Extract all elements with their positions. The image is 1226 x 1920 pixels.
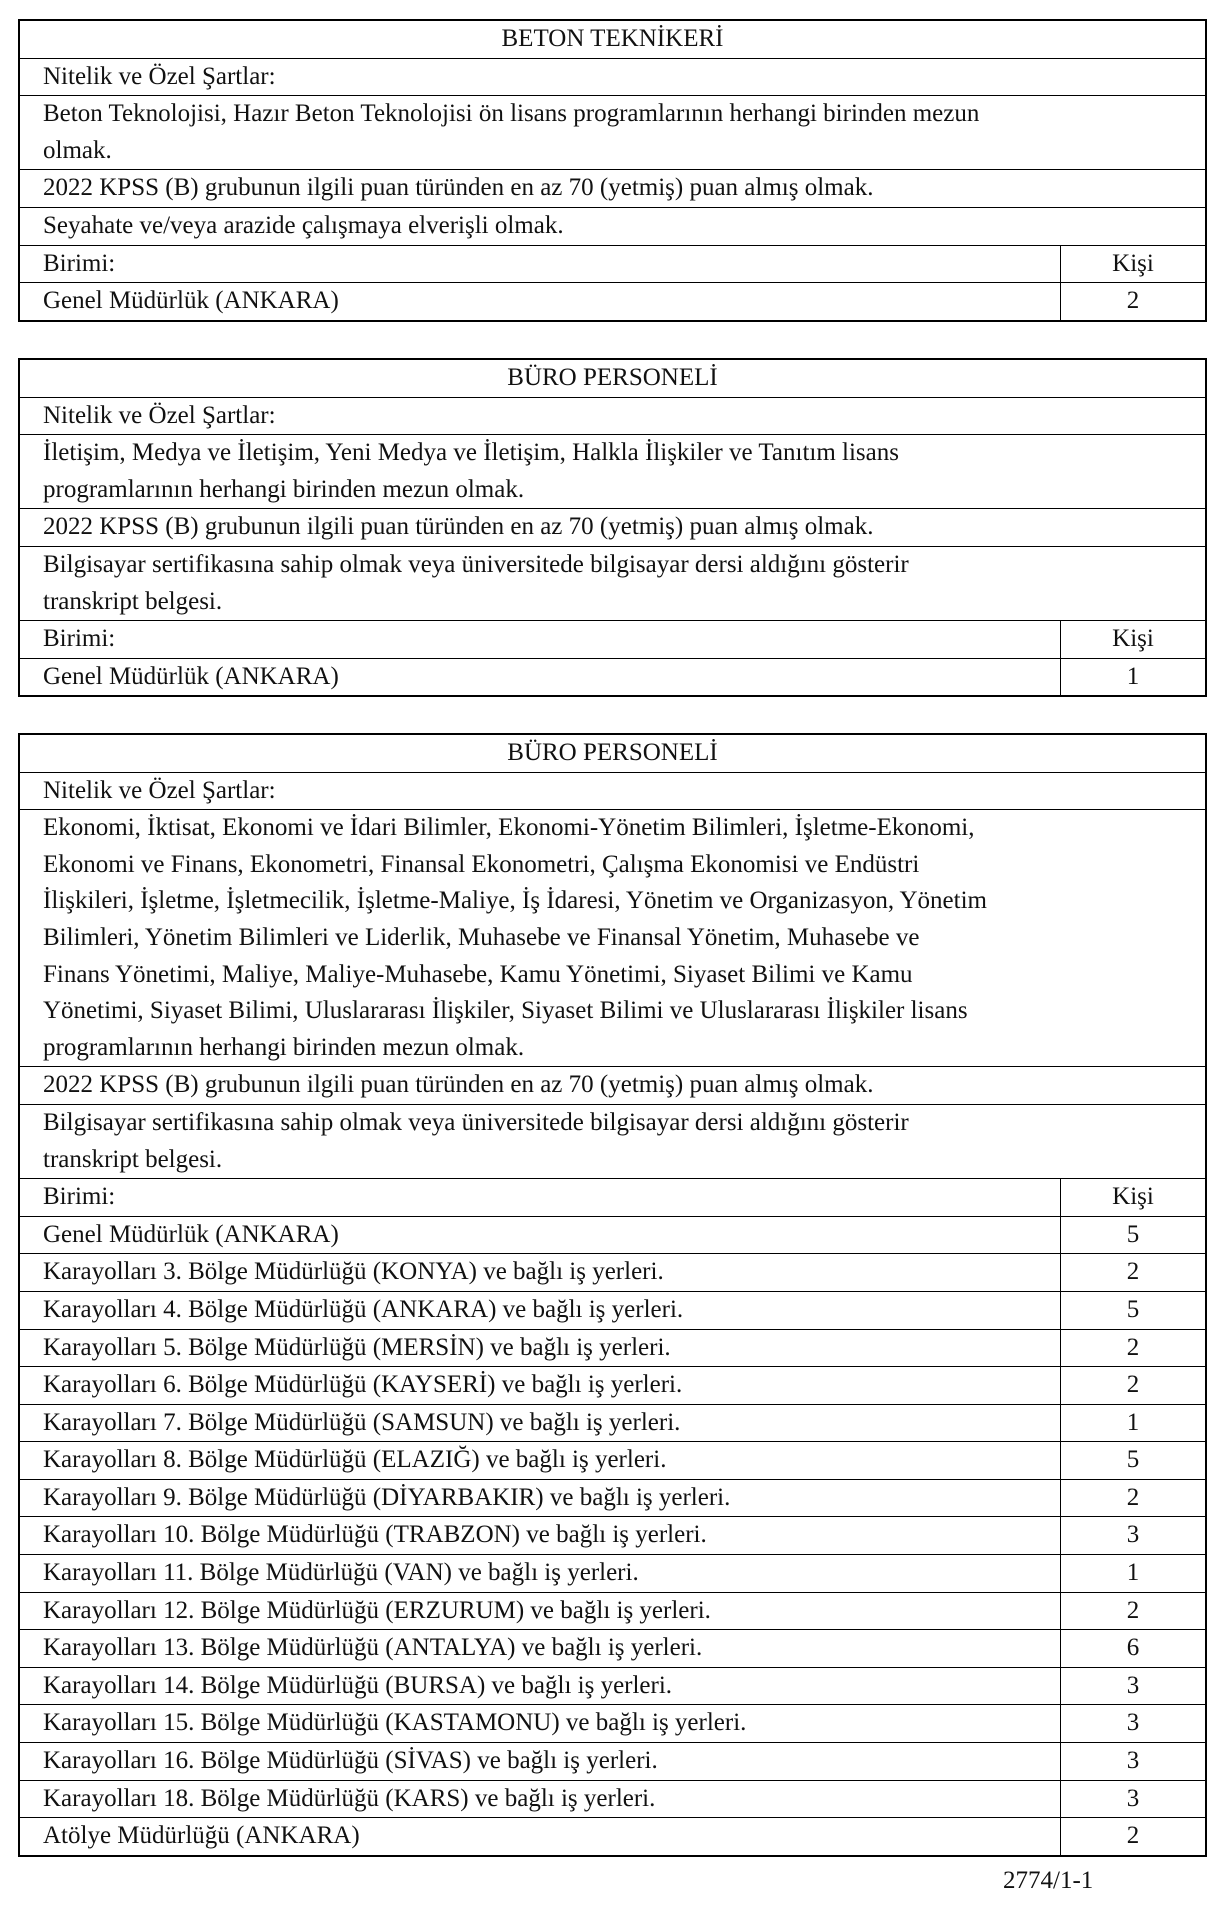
unit-row: [20, 1704, 1205, 1742]
unit-count: 5: [1126, 1220, 1140, 1248]
requirement-row: [20, 95, 1205, 169]
unit-row: [20, 1404, 1205, 1442]
unit-name: Genel Müdürlük (ANKARA): [20, 283, 1061, 320]
unit-row: [20, 1629, 1205, 1667]
count-column-header: Kişi: [1112, 1183, 1154, 1211]
qualifications-label: Nitelik ve Özel Şartlar:: [43, 62, 276, 90]
requirement-line: programlarının herhangi birinden mezun olmak.: [43, 475, 525, 503]
requirement-row: [20, 169, 1205, 207]
unit-count: 3: [1126, 1671, 1140, 1699]
unit-name: Karayolları 3. Bölge Müdürlüğü (KONYA) ve bağlı iş yerleri.: [20, 1254, 1061, 1291]
unit-name: Karayolları 15. Bölge Müdürlüğü (KASTAMONU) ve bağlı iş yerleri.: [20, 1705, 1061, 1742]
position-table: [18, 19, 1207, 322]
requirement-text: [20, 170, 1205, 207]
requirement-text: [20, 435, 1205, 508]
unit-count: 2: [1126, 1371, 1140, 1399]
unit-name: Karayolları 4. Bölge Müdürlüğü (ANKARA) ve bağlı iş yerleri.: [20, 1292, 1061, 1329]
requirement-line: Finans Yönetimi, Maliye, Maliye-Muhasebe, Kamu Yönetimi, Siyaset Bilimi ve Kamu: [43, 960, 913, 988]
unit-name: Karayolları 7. Bölge Müdürlüğü (SAMSUN) ve bağlı iş yerleri.: [20, 1405, 1061, 1442]
requirement-text: [20, 208, 1205, 245]
unit-row: [20, 1667, 1205, 1705]
unit-name: Karayolları 6. Bölge Müdürlüğü (KAYSERİ) ve bağlı iş yerleri.: [20, 1367, 1061, 1404]
requirement-line: Ekonomi, İktisat, Ekonomi ve İdari Bilimler, Ekonomi-Yönetim Bilimleri, İşletme-Ekonomi,: [43, 814, 975, 842]
unit-row: [20, 1516, 1205, 1554]
unit-count: 3: [1126, 1784, 1140, 1812]
qualifications-label: Nitelik ve Özel Şartlar:: [43, 776, 276, 804]
requirement-line: Bilimleri, Yönetim Bilimleri ve Liderlik, Muhasebe ve Finansal Yönetim, Muhasebe ve: [43, 923, 920, 951]
unit-row: [20, 1291, 1205, 1329]
unit-name: Karayolları 5. Bölge Müdürlüğü (MERSİN) ve bağlı iş yerleri.: [20, 1330, 1061, 1367]
unit-row: [20, 1554, 1205, 1592]
unit-name: Atölye Müdürlüğü (ANKARA): [20, 1818, 1061, 1855]
requirement-line: İletişim, Medya ve İletişim, Yeni Medya ve İletişim, Halkla İlişkiler ve Tanıtım lisans: [43, 439, 899, 467]
requirement-row: [20, 207, 1205, 245]
requirement-text: [20, 509, 1205, 546]
unit-row: [20, 1592, 1205, 1630]
unit-name: Karayolları 16. Bölge Müdürlüğü (SİVAS) ve bağlı iş yerleri.: [20, 1743, 1061, 1780]
unit-count: 1: [1126, 1559, 1140, 1587]
position-title: BÜRO PERSONELİ: [507, 739, 718, 766]
unit-count: 5: [1126, 1295, 1140, 1323]
unit-count: 2: [1126, 1822, 1140, 1850]
position-title-row: [20, 360, 1205, 397]
requirement-row: [20, 1066, 1205, 1104]
unit-row: [20, 1253, 1205, 1291]
unit-name: Karayolları 14. Bölge Müdürlüğü (BURSA) ve bağlı iş yerleri.: [20, 1668, 1061, 1705]
unit-count: 2: [1126, 1596, 1140, 1624]
document-code: 2774/1-1: [1003, 1867, 1094, 1894]
requirement-line: Bilgisayar sertifikasına sahip olmak veya üniversitede bilgisayar dersi aldığını gösterir: [43, 1108, 909, 1136]
unit-row: [20, 1329, 1205, 1367]
unit-name: Karayolları 11. Bölge Müdürlüğü (VAN) ve bağlı iş yerleri.: [20, 1555, 1061, 1592]
unit-column-header: Birimi:: [20, 621, 1061, 658]
count-column-header: Kişi: [1112, 249, 1154, 277]
unit-name: Karayolları 12. Bölge Müdürlüğü (ERZURUM) ve bağlı iş yerleri.: [20, 1593, 1061, 1630]
unit-row: [20, 658, 1205, 696]
requirement-line: 2022 KPSS (B) grubunun ilgili puan türünden en az 70 (yetmiş) puan almış olmak.: [43, 513, 874, 541]
requirement-row: [20, 1104, 1205, 1178]
unit-count: 5: [1126, 1446, 1140, 1474]
requirement-line: programlarının herhangi birinden mezun olmak.: [43, 1033, 525, 1061]
unit-row: [20, 1216, 1205, 1254]
position-title-row: [20, 735, 1205, 772]
position-table: [18, 733, 1207, 1857]
count-column-header: Kişi: [1112, 625, 1154, 653]
qualifications-label-row: [20, 397, 1205, 435]
unit-name: Karayolları 18. Bölge Müdürlüğü (KARS) ve bağlı iş yerleri.: [20, 1781, 1061, 1818]
requirement-line: Ekonomi ve Finans, Ekonometri, Finansal Ekonometri, Çalışma Ekonomisi ve Endüstri: [43, 850, 920, 878]
unit-name: Karayolları 9. Bölge Müdürlüğü (DİYARBAKIR) ve bağlı iş yerleri.: [20, 1480, 1061, 1517]
unit-name: Karayolları 8. Bölge Müdürlüğü (ELAZIĞ) ve bağlı iş yerleri.: [20, 1442, 1061, 1479]
unit-header-row: [20, 245, 1205, 283]
unit-count: 3: [1126, 1521, 1140, 1549]
unit-name: Karayolları 10. Bölge Müdürlüğü (TRABZON) ve bağlı iş yerleri.: [20, 1517, 1061, 1554]
requirement-line: Seyahate ve/veya arazide çalışmaya elverişli olmak.: [43, 211, 564, 239]
requirement-row: [20, 809, 1205, 1066]
unit-row: [20, 282, 1205, 320]
requirement-text: [20, 1067, 1205, 1104]
unit-row: [20, 1817, 1205, 1855]
unit-name: Genel Müdürlük (ANKARA): [20, 659, 1061, 696]
unit-column-header: Birimi:: [20, 1179, 1061, 1216]
qualifications-label: Nitelik ve Özel Şartlar:: [43, 401, 276, 429]
position-title: BETON TEKNİKERİ: [501, 25, 724, 52]
unit-count: 2: [1126, 1483, 1140, 1511]
requirement-line: Bilgisayar sertifikasına sahip olmak veya üniversitede bilgisayar dersi aldığını gösterir: [43, 550, 909, 578]
unit-header-row: [20, 1178, 1205, 1216]
requirement-line: İlişkileri, İşletme, İşletmecilik, İşletme-Maliye, İş İdaresi, Yönetim ve Organizasyon, Yönetim: [43, 887, 987, 915]
unit-count: 2: [1126, 1258, 1140, 1286]
position-title-row: [20, 21, 1205, 58]
unit-header-row: [20, 620, 1205, 658]
requirement-line: olmak.: [43, 136, 112, 164]
unit-count: 3: [1126, 1709, 1140, 1737]
requirement-line: Beton Teknolojisi, Hazır Beton Teknolojisi ön lisans programlarının herhangi birinden mezun: [43, 100, 980, 128]
unit-count: 1: [1126, 662, 1140, 690]
requirement-row: [20, 434, 1205, 508]
position-table: [18, 358, 1207, 697]
requirement-text: [20, 96, 1205, 169]
unit-row: [20, 1742, 1205, 1780]
unit-row: [20, 1780, 1205, 1818]
requirement-row: [20, 508, 1205, 546]
requirement-line: transkript belgesi.: [43, 1145, 223, 1173]
qualifications-label-row: [20, 58, 1205, 96]
requirement-row: [20, 546, 1205, 620]
unit-name: Genel Müdürlük (ANKARA): [20, 1217, 1061, 1254]
unit-row: [20, 1479, 1205, 1517]
unit-count: 3: [1126, 1747, 1140, 1775]
unit-row: [20, 1441, 1205, 1479]
unit-count: 2: [1126, 287, 1140, 315]
unit-column-header: Birimi:: [20, 246, 1061, 283]
requirement-text: [20, 547, 1205, 620]
requirement-text: [20, 810, 1205, 1066]
requirement-line: 2022 KPSS (B) grubunun ilgili puan türünden en az 70 (yetmiş) puan almış olmak.: [43, 174, 874, 202]
qualifications-label-row: [20, 772, 1205, 810]
requirement-text: [20, 1105, 1205, 1178]
unit-name: Karayolları 13. Bölge Müdürlüğü (ANTALYA) ve bağlı iş yerleri.: [20, 1630, 1061, 1667]
position-title: BÜRO PERSONELİ: [507, 364, 718, 391]
unit-count: 2: [1126, 1333, 1140, 1361]
unit-count: 6: [1126, 1634, 1140, 1662]
unit-count: 1: [1126, 1408, 1140, 1436]
requirement-line: transkript belgesi.: [43, 587, 223, 615]
requirement-line: 2022 KPSS (B) grubunun ilgili puan türünden en az 70 (yetmiş) puan almış olmak.: [43, 1071, 874, 1099]
requirement-line: Yönetimi, Siyaset Bilimi, Uluslararası İlişkiler, Siyaset Bilimi ve Uluslararası İlişkiler lisans: [43, 997, 968, 1025]
unit-row: [20, 1366, 1205, 1404]
